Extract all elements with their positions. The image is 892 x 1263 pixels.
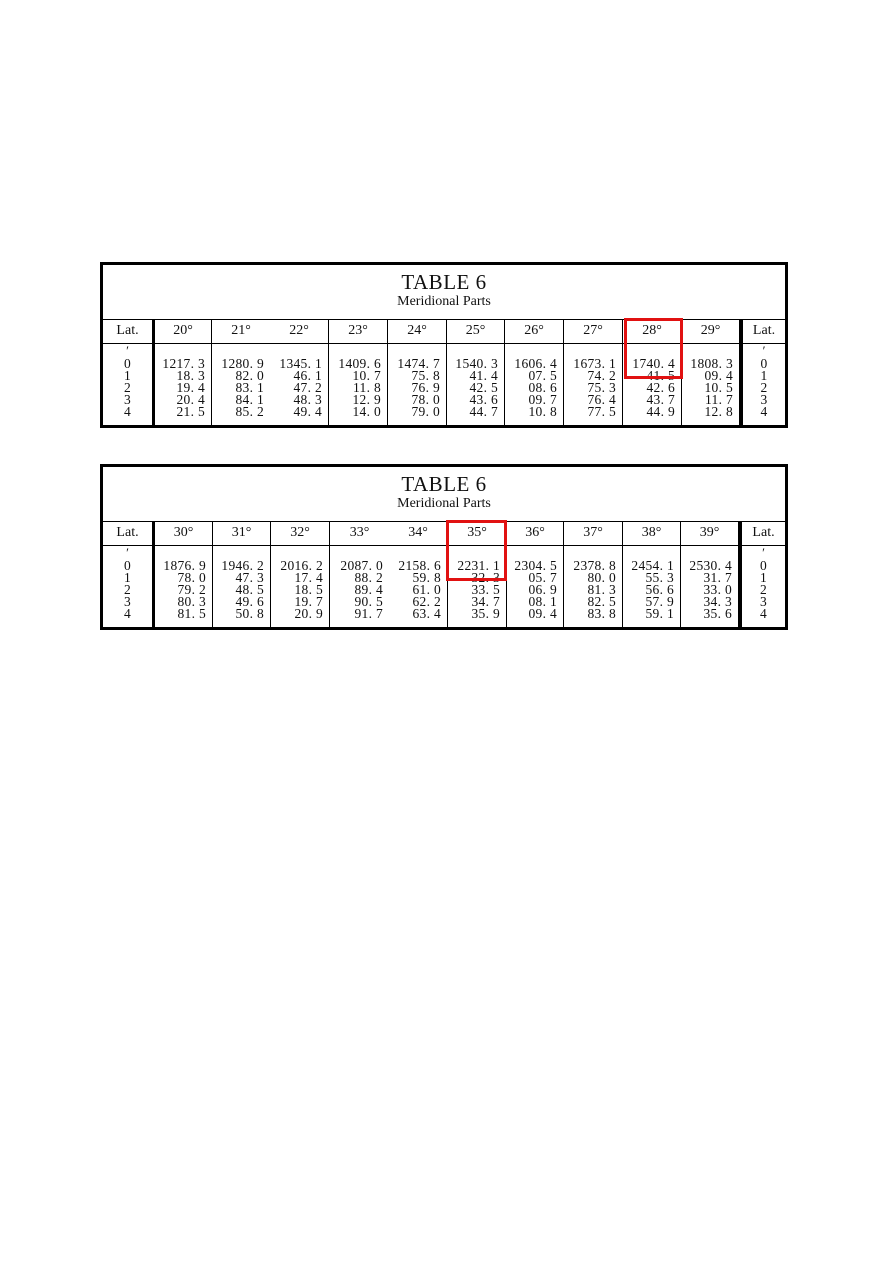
value-cell: 2016. 2 bbox=[280, 558, 323, 573]
value-cell: 12. 8 bbox=[704, 404, 733, 419]
value-cell: 50. 8 bbox=[235, 606, 264, 621]
column-header: 34° bbox=[389, 522, 447, 546]
value-cell: 48. 3 bbox=[293, 392, 322, 407]
column-header: 27° bbox=[564, 320, 622, 344]
data-column-27 bbox=[564, 320, 623, 428]
table-grid bbox=[103, 320, 785, 428]
value-cell: 56. 6 bbox=[645, 582, 674, 597]
lat-cell: 3 bbox=[123, 594, 132, 609]
table-title: TABLE 6 bbox=[401, 270, 487, 294]
column-header: 22° bbox=[270, 320, 328, 344]
value-cell: 08. 6 bbox=[528, 380, 557, 395]
value-cell: 1217. 3 bbox=[162, 356, 205, 371]
value-cell: 18. 3 bbox=[176, 368, 205, 383]
data-column-26 bbox=[505, 320, 564, 428]
value-cell: 1808. 3 bbox=[690, 356, 733, 371]
value-cell: 79. 2 bbox=[177, 582, 206, 597]
value-cell: 83. 8 bbox=[587, 606, 616, 621]
value-cell: 2231. 1 bbox=[457, 558, 500, 573]
table-title-area bbox=[103, 467, 785, 522]
value-cell: 91. 7 bbox=[354, 606, 383, 621]
value-cell: 17. 4 bbox=[294, 570, 323, 585]
value-cell: 75. 8 bbox=[411, 368, 440, 383]
data-column-33 bbox=[330, 522, 389, 630]
value-cell: 11. 7 bbox=[705, 392, 733, 407]
data-column-29 bbox=[682, 320, 740, 428]
value-cell: 08. 1 bbox=[528, 594, 557, 609]
value-cell: 47. 3 bbox=[235, 570, 264, 585]
column-header: 36° bbox=[507, 522, 563, 546]
value-cell: 41. 4 bbox=[469, 368, 498, 383]
value-cell: 47. 2 bbox=[293, 380, 322, 395]
value-cell: 82. 0 bbox=[235, 368, 264, 383]
data-column-34 bbox=[389, 522, 448, 630]
value-cell: 44. 7 bbox=[469, 404, 498, 419]
value-cell: 09. 4 bbox=[528, 606, 557, 621]
value-cell: 1540. 3 bbox=[455, 356, 498, 371]
value-cell: 33. 5 bbox=[471, 582, 500, 597]
value-cell: 75. 3 bbox=[587, 380, 616, 395]
value-cell: 76. 9 bbox=[411, 380, 440, 395]
value-cell: 48. 5 bbox=[235, 582, 264, 597]
lat-cell: 3 bbox=[123, 392, 132, 407]
column-header: 28° bbox=[623, 320, 681, 344]
lat-header: Lat. bbox=[742, 522, 785, 546]
value-cell: 59. 1 bbox=[645, 606, 674, 621]
value-cell: 32. 3 bbox=[471, 570, 500, 585]
value-cell: 1606. 4 bbox=[514, 356, 557, 371]
value-cell: 85. 2 bbox=[235, 404, 264, 419]
lat-column-right bbox=[739, 522, 785, 630]
value-cell: 2304. 5 bbox=[514, 558, 557, 573]
lat-cell: 0 bbox=[760, 356, 768, 371]
value-cell: 59. 8 bbox=[412, 570, 441, 585]
value-cell: 43. 6 bbox=[469, 392, 498, 407]
meridional-parts-table-2 bbox=[100, 464, 788, 630]
data-column-30 bbox=[155, 522, 213, 630]
value-cell: 10. 8 bbox=[528, 404, 557, 419]
value-cell: 34. 3 bbox=[703, 594, 732, 609]
value-cell: 07. 5 bbox=[528, 368, 557, 383]
value-cell: 81. 5 bbox=[177, 606, 206, 621]
data-column-37 bbox=[564, 522, 623, 630]
column-header: 38° bbox=[623, 522, 680, 546]
lat-header: Lat. bbox=[103, 320, 152, 344]
value-cell: 35. 6 bbox=[703, 606, 732, 621]
value-cell: 88. 2 bbox=[354, 570, 383, 585]
data-column-28 bbox=[623, 320, 682, 428]
value-cell: 2158. 6 bbox=[398, 558, 441, 573]
data-column-23 bbox=[329, 320, 388, 428]
value-cell: 1673. 1 bbox=[573, 356, 616, 371]
value-cell: 83. 1 bbox=[235, 380, 264, 395]
column-header: 37° bbox=[564, 522, 622, 546]
value-cell: 09. 4 bbox=[704, 368, 733, 383]
data-column-36 bbox=[507, 522, 564, 630]
lat-cell: 3 bbox=[759, 594, 768, 609]
value-cell: 18. 5 bbox=[294, 582, 323, 597]
value-cell: 06. 9 bbox=[528, 582, 557, 597]
value-cell: 42. 5 bbox=[469, 380, 498, 395]
lat-header: Lat. bbox=[743, 320, 785, 344]
value-cell: 1876. 9 bbox=[163, 558, 206, 573]
lat-cell: 1 bbox=[759, 570, 768, 585]
column-header: 21° bbox=[212, 320, 270, 344]
value-cell: 19. 4 bbox=[176, 380, 205, 395]
data-column-25 bbox=[447, 320, 505, 428]
table-subtitle: Meridional Parts bbox=[397, 496, 491, 511]
lat-header: Lat. bbox=[103, 522, 152, 546]
lat-cell: 1 bbox=[123, 368, 132, 383]
minute-mark: ′ bbox=[762, 545, 765, 560]
data-column-24 bbox=[388, 320, 447, 428]
value-cell: 49. 4 bbox=[293, 404, 322, 419]
column-header: 32° bbox=[271, 522, 329, 546]
lat-cell: 2 bbox=[760, 380, 768, 395]
value-cell: 33. 0 bbox=[703, 582, 732, 597]
value-cell: 20. 4 bbox=[176, 392, 205, 407]
value-cell: 63. 4 bbox=[412, 606, 441, 621]
lat-column-left bbox=[103, 522, 155, 630]
lat-column-left bbox=[103, 320, 155, 428]
lat-cell: 0 bbox=[123, 558, 132, 573]
value-cell: 41. 5 bbox=[646, 368, 675, 383]
data-column-38 bbox=[623, 522, 681, 630]
column-header: 30° bbox=[155, 522, 212, 546]
value-cell: 31. 7 bbox=[703, 570, 732, 585]
value-cell: 1409. 6 bbox=[338, 356, 381, 371]
value-cell: 90. 5 bbox=[354, 594, 383, 609]
value-cell: 43. 7 bbox=[646, 392, 675, 407]
value-cell: 10. 5 bbox=[704, 380, 733, 395]
value-cell: 10. 7 bbox=[352, 368, 381, 383]
lat-cell: 0 bbox=[759, 558, 768, 573]
value-cell: 2454. 1 bbox=[631, 558, 674, 573]
value-cell: 42. 6 bbox=[646, 380, 675, 395]
column-header: 25° bbox=[447, 320, 504, 344]
value-cell: 19. 7 bbox=[294, 594, 323, 609]
column-header: 29° bbox=[682, 320, 739, 344]
value-cell: 77. 5 bbox=[587, 404, 616, 419]
column-header: 20° bbox=[155, 320, 211, 344]
value-cell: 12. 9 bbox=[352, 392, 381, 407]
value-cell: 78. 0 bbox=[177, 570, 206, 585]
lat-cell: 4 bbox=[123, 606, 132, 621]
lat-cell: 4 bbox=[123, 404, 132, 419]
value-cell: 80. 3 bbox=[177, 594, 206, 609]
lat-cell: 1 bbox=[123, 570, 132, 585]
lat-cell: 1 bbox=[760, 368, 768, 383]
lat-cell: 0 bbox=[123, 356, 132, 371]
value-cell: 46. 1 bbox=[293, 368, 322, 383]
value-cell: 1280. 9 bbox=[221, 356, 264, 371]
value-cell: 62. 2 bbox=[412, 594, 441, 609]
value-cell: 14. 0 bbox=[352, 404, 381, 419]
table-title: TABLE 6 bbox=[401, 472, 487, 496]
column-header: 23° bbox=[329, 320, 387, 344]
column-header: 35° bbox=[448, 522, 506, 546]
value-cell: 2530. 4 bbox=[689, 558, 732, 573]
column-header: 31° bbox=[213, 522, 270, 546]
value-cell: 35. 9 bbox=[471, 606, 500, 621]
value-cell: 81. 3 bbox=[587, 582, 616, 597]
value-cell: 20. 9 bbox=[294, 606, 323, 621]
data-column-31 bbox=[213, 522, 271, 630]
value-cell: 09. 7 bbox=[528, 392, 557, 407]
table-grid bbox=[103, 522, 785, 630]
column-header: 39° bbox=[681, 522, 738, 546]
value-cell: 11. 8 bbox=[353, 380, 381, 395]
data-column-21 bbox=[212, 320, 270, 428]
data-column-20 bbox=[155, 320, 212, 428]
value-cell: 55. 3 bbox=[645, 570, 674, 585]
column-header: 33° bbox=[330, 522, 389, 546]
data-column-32 bbox=[271, 522, 330, 630]
lat-cell: 2 bbox=[759, 582, 768, 597]
value-cell: 05. 7 bbox=[528, 570, 557, 585]
lat-cell: 2 bbox=[123, 582, 132, 597]
value-cell: 78. 0 bbox=[411, 392, 440, 407]
value-cell: 49. 6 bbox=[235, 594, 264, 609]
value-cell: 61. 0 bbox=[412, 582, 441, 597]
value-cell: 89. 4 bbox=[354, 582, 383, 597]
column-header: 24° bbox=[388, 320, 446, 344]
data-column-35 bbox=[448, 522, 507, 630]
minute-mark: ′ bbox=[762, 343, 766, 358]
value-cell: 1474. 7 bbox=[397, 356, 440, 371]
data-column-39 bbox=[681, 522, 739, 630]
value-cell: 80. 0 bbox=[587, 570, 616, 585]
column-header: 26° bbox=[505, 320, 563, 344]
value-cell: 34. 7 bbox=[471, 594, 500, 609]
minute-mark: ′ bbox=[126, 545, 129, 560]
value-cell: 84. 1 bbox=[235, 392, 264, 407]
lat-column-right bbox=[740, 320, 785, 428]
value-cell: 1740. 4 bbox=[632, 356, 675, 371]
value-cell: 44. 9 bbox=[646, 404, 675, 419]
value-cell: 2087. 0 bbox=[340, 558, 383, 573]
meridional-parts-table-1 bbox=[100, 262, 788, 428]
lat-cell: 4 bbox=[760, 404, 768, 419]
lat-cell: 4 bbox=[759, 606, 768, 621]
value-cell: 82. 5 bbox=[587, 594, 616, 609]
value-cell: 21. 5 bbox=[176, 404, 205, 419]
value-cell: 1345. 1 bbox=[279, 356, 322, 371]
value-cell: 76. 4 bbox=[587, 392, 616, 407]
lat-cell: 2 bbox=[123, 380, 132, 395]
table-subtitle: Meridional Parts bbox=[397, 294, 491, 309]
data-column-22 bbox=[270, 320, 329, 428]
value-cell: 57. 9 bbox=[645, 594, 674, 609]
value-cell: 1946. 2 bbox=[221, 558, 264, 573]
lat-cell: 3 bbox=[760, 392, 768, 407]
minute-mark: ′ bbox=[126, 343, 129, 358]
table-title-area bbox=[103, 265, 785, 320]
value-cell: 79. 0 bbox=[411, 404, 440, 419]
value-cell: 2378. 8 bbox=[573, 558, 616, 573]
value-cell: 74. 2 bbox=[587, 368, 616, 383]
